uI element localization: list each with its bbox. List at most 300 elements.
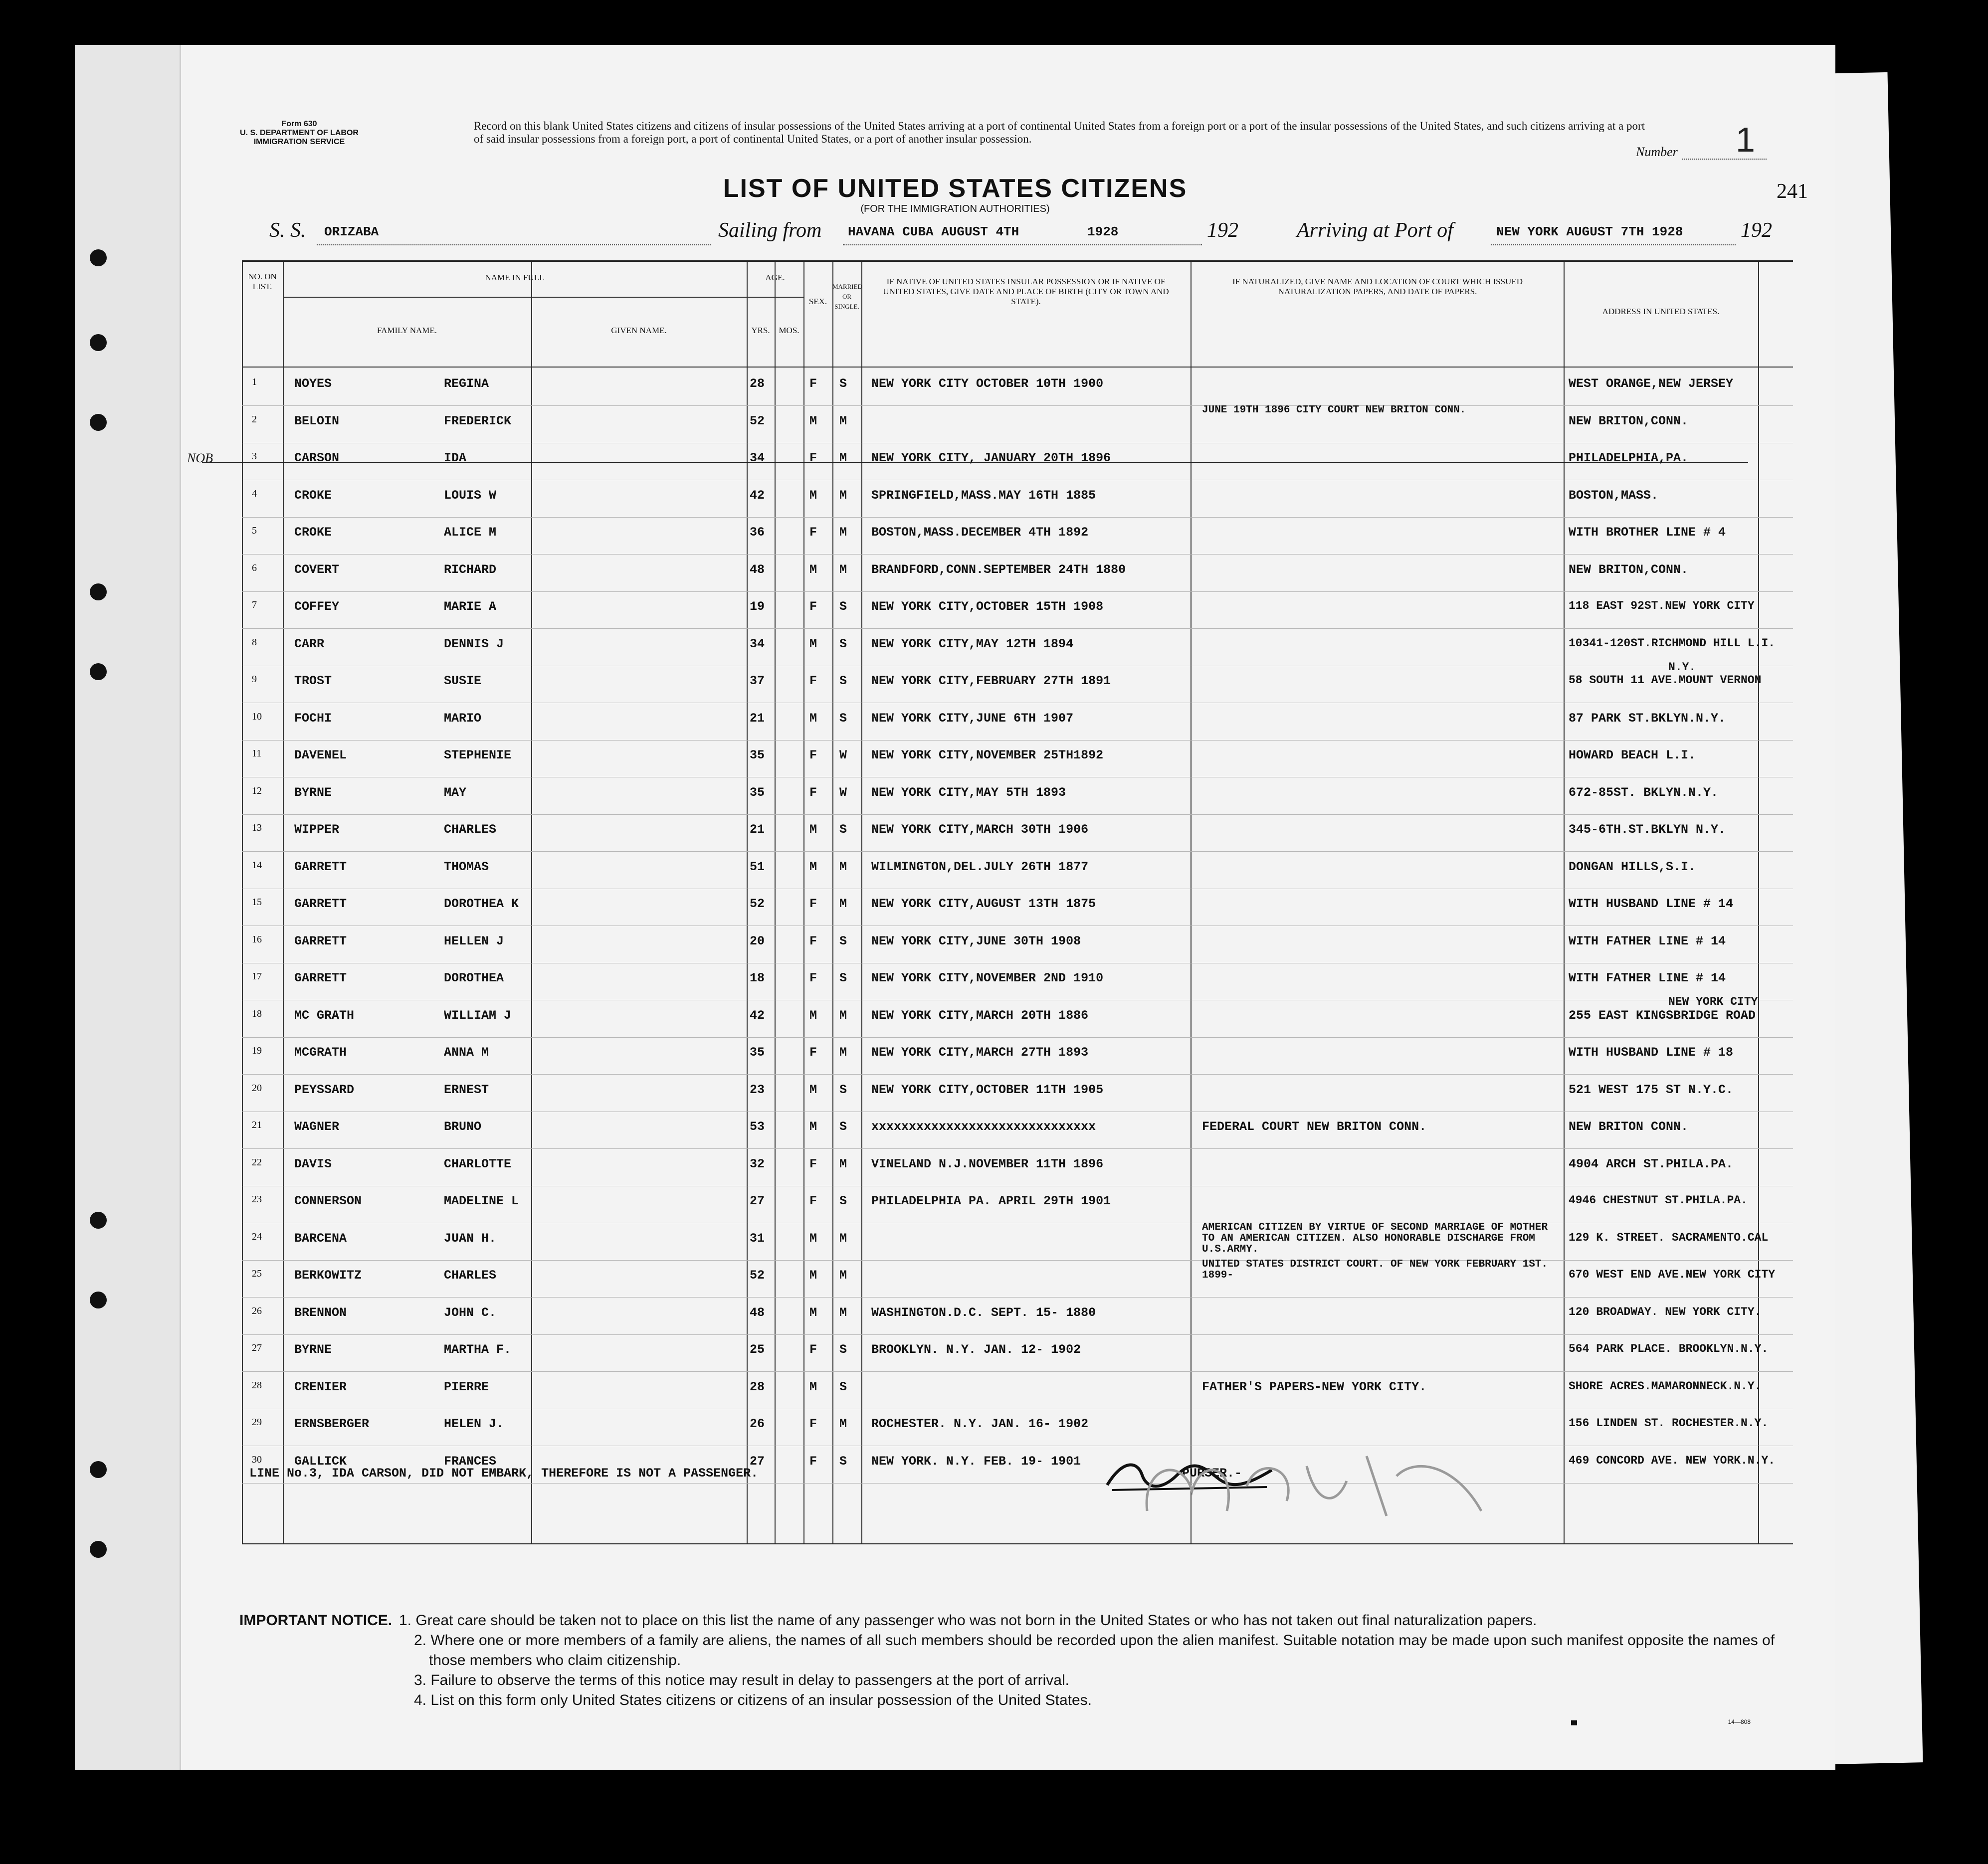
- punch-hole: [90, 583, 107, 600]
- cell-given: MARIO: [444, 711, 482, 726]
- cell-given: WILLIAM J: [444, 1008, 512, 1023]
- cell-sex: F: [809, 1045, 817, 1060]
- cell-family: BYRNE: [294, 1342, 332, 1357]
- cell-family: GALLICK: [294, 1454, 347, 1469]
- table-row: [242, 562, 1793, 599]
- cell-age: 27: [750, 1194, 765, 1208]
- cell-no: 6: [252, 562, 257, 573]
- cell-ms: M: [839, 451, 847, 465]
- cell-birth: NEW YORK CITY,MARCH 27TH 1893: [871, 1045, 1089, 1060]
- cell-ms: S: [839, 971, 847, 985]
- cell-no: 21: [252, 1119, 262, 1130]
- cell-given: ANNA M: [444, 1045, 489, 1060]
- cell-given: DOROTHEA K: [444, 897, 519, 911]
- cell-sex: F: [809, 1342, 817, 1357]
- table-row: [242, 1259, 1793, 1305]
- cell-sex: M: [809, 1268, 817, 1283]
- cell-given: FREDERICK: [444, 413, 512, 428]
- cell-age: 34: [750, 451, 765, 465]
- cell-ms: S: [839, 636, 847, 651]
- cell-sex: F: [809, 971, 817, 985]
- punch-hole: [90, 1292, 107, 1308]
- cell-ms: S: [839, 711, 847, 726]
- cell-birth: WASHINGTON.D.C. SEPT. 15- 1880: [871, 1305, 1096, 1320]
- cell-given: STEPHENIE: [444, 748, 512, 762]
- cell-no: 3: [252, 451, 257, 462]
- cell-family: COFFEY: [294, 599, 340, 614]
- cell-sex: M: [809, 562, 817, 577]
- table-row: [242, 1305, 1793, 1342]
- cell-given: JUAN H.: [444, 1231, 497, 1246]
- cell-birth: NEW YORK. N.Y. FEB. 19- 1901: [871, 1454, 1081, 1469]
- arriving-at: NEW YORK AUGUST 7TH 1928: [1496, 224, 1683, 239]
- form-number: Form 630: [281, 120, 317, 128]
- number-value: 1: [1736, 120, 1755, 159]
- cell-birth: NEW YORK CITY,OCTOBER 15TH 1908: [871, 599, 1104, 614]
- cell-birth: SPRINGFIELD,MASS.MAY 16TH 1885: [871, 488, 1096, 503]
- cell-family: CROKE: [294, 488, 332, 503]
- cell-age: 35: [750, 748, 765, 762]
- cell-address: WITH HUSBAND LINE # 14: [1569, 897, 1734, 911]
- cell-sex: F: [809, 451, 817, 465]
- punch-hole: [90, 1461, 107, 1478]
- cell-ms: S: [839, 822, 847, 837]
- cell-no: 22: [252, 1156, 262, 1168]
- cell-no: 9: [252, 674, 257, 685]
- cell-family: COVERT: [294, 562, 340, 577]
- cell-address: NEW BRITON,CONN.: [1569, 562, 1689, 577]
- cell-no: 18: [252, 1008, 262, 1019]
- cell-address: WITH FATHER LINE # 14: [1569, 971, 1726, 985]
- sailing-year: 1928: [1087, 224, 1119, 239]
- cell-address: 87 PARK ST.BKLYN.N.Y.: [1569, 711, 1726, 726]
- cell-birth: BRANDFORD,CONN.SEPTEMBER 24TH 1880: [871, 562, 1126, 577]
- table-row: [242, 1119, 1793, 1156]
- table-row: [242, 1380, 1793, 1417]
- cell-address: 129 K. STREET. SACRAMENTO.CAL: [1569, 1231, 1769, 1244]
- table-row: [242, 748, 1793, 785]
- cell-ms: M: [839, 488, 847, 503]
- cell-sex: M: [809, 1119, 817, 1134]
- table-row: [242, 1342, 1793, 1379]
- strike-through-line: [202, 462, 1748, 463]
- cell-given: CHARLOTTE: [444, 1156, 512, 1171]
- table-row: [242, 661, 1793, 711]
- cell-sex: F: [809, 897, 817, 911]
- cell-birth: NEW YORK CITY,MAY 5TH 1893: [871, 785, 1066, 800]
- cell-nat: JUNE 19TH 1896 CITY COURT NEW BRITON CONN.: [1202, 404, 1466, 416]
- cell-address: NEW BRITON CONN.: [1569, 1119, 1689, 1134]
- year-prefix-2: 192: [1741, 219, 1772, 242]
- cell-address: 4946 CHESTNUT ST.PHILA.PA.: [1569, 1194, 1748, 1207]
- cell-sex: F: [809, 376, 817, 391]
- page-number: 241: [1777, 180, 1808, 203]
- notice-item-1: 1. Great care should be taken not to place on this list the name of any passenger who was not born in the United States or who has not taken out final naturalization papers.: [399, 1612, 1537, 1629]
- cell-given: MARTHA F.: [444, 1342, 512, 1357]
- manifest-page: [75, 45, 1835, 1770]
- col-naturalized: IF NATURALIZED, GIVE NAME AND LOCATION OF COURT WHICH ISSUED NATURALIZATION PAPERS, AND DATE OF PAPERS.: [1232, 277, 1523, 296]
- cell-address: WITH FATHER LINE # 14: [1569, 933, 1726, 948]
- cell-address: 10341-120ST.RICHMOND HILL L.I.: [1569, 636, 1776, 650]
- service: IMMIGRATION SERVICE: [253, 138, 345, 146]
- cell-ms: M: [839, 1417, 847, 1431]
- cell-family: PEYSSARD: [294, 1082, 355, 1097]
- cell-address: HOWARD BEACH L.I.: [1569, 748, 1696, 762]
- cell-age: 35: [750, 1045, 765, 1060]
- cell-sex: M: [809, 859, 817, 874]
- cell-age: 28: [750, 1379, 765, 1394]
- cell-birth: NEW YORK CITY,AUGUST 13TH 1875: [871, 897, 1096, 911]
- cell-birth: xxxxxxxxxxxxxxxxxxxxxxxxxxxxxx: [871, 1119, 1096, 1134]
- binding-margin: [75, 45, 181, 1770]
- cell-family: GARRETT: [294, 859, 347, 874]
- cell-family: ERNSBERGER: [294, 1417, 370, 1431]
- ship-name: ORIZABA: [324, 224, 379, 239]
- cell-sex: M: [809, 413, 817, 428]
- cell-ms: M: [839, 525, 847, 540]
- cell-sex: F: [809, 1454, 817, 1469]
- cell-address: NEW BRITON,CONN.: [1569, 413, 1689, 428]
- notice-item-3: 3. Failure to observe the terms of this notice may result in delay to passengers at the port of arrival.: [414, 1672, 1069, 1688]
- table-row: [242, 995, 1793, 1045]
- cell-ms: S: [839, 674, 847, 688]
- cell-sex: M: [809, 1008, 817, 1023]
- cell-nat: FATHER'S PAPERS-NEW YORK CITY.: [1202, 1379, 1427, 1394]
- cell-family: TROST: [294, 674, 332, 688]
- cell-sex: F: [809, 748, 817, 762]
- cell-family: GARRETT: [294, 897, 347, 911]
- table-row: [242, 1083, 1793, 1119]
- cell-given: THOMAS: [444, 859, 489, 874]
- cell-sex: F: [809, 785, 817, 800]
- cell-sex: M: [809, 1305, 817, 1320]
- cell-address: DONGAN HILLS,S.I.: [1569, 859, 1696, 874]
- col-address: ADDRESS IN UNITED STATES.: [1602, 307, 1720, 316]
- cell-ms: S: [839, 1119, 847, 1134]
- col-name-in-full: NAME IN FULL: [485, 273, 545, 282]
- cell-age: 31: [750, 1231, 765, 1246]
- cell-birth: NEW YORK CITY,MARCH 30TH 1906: [871, 822, 1089, 837]
- cell-ms: M: [839, 859, 847, 874]
- cell-no: 10: [252, 711, 262, 722]
- table-row: [242, 637, 1793, 674]
- notice-item-4: 4. List on this form only United States citizens or citizens of an insular possession of the United States.: [414, 1692, 1092, 1708]
- cell-given: PIERRE: [444, 1379, 489, 1394]
- cell-sex: M: [809, 1379, 817, 1394]
- cell-ms: M: [839, 1231, 847, 1246]
- cell-address: WITH HUSBAND LINE # 18: [1569, 1045, 1734, 1060]
- cell-ms: M: [839, 413, 847, 428]
- cell-family: DAVENEL: [294, 748, 347, 762]
- cell-address-top: N.Y.: [1668, 661, 1696, 674]
- cell-no: 25: [252, 1268, 262, 1279]
- cell-family: DAVIS: [294, 1156, 332, 1171]
- cell-nat: AMERICAN CITIZEN BY VIRTUE OF SECOND MARRIAGE OF MOTHER TO AN AMERICAN CITIZEN. ALSO HONORABLE DISCHARGE FROM U.S.ARMY.: [1202, 1221, 1548, 1255]
- cell-birth: NEW YORK CITY,MARCH 20TH 1886: [871, 1008, 1089, 1023]
- form-header: [234, 120, 364, 147]
- col-given: GIVEN NAME.: [611, 326, 667, 335]
- cell-ms: S: [839, 376, 847, 391]
- cell-given: DENNIS J: [444, 636, 504, 651]
- cell-ms: M: [839, 1045, 847, 1060]
- punch-hole: [90, 1212, 107, 1229]
- cell-given: FRANCES: [444, 1454, 497, 1469]
- table-row: [242, 599, 1793, 636]
- cell-no: 17: [252, 971, 262, 982]
- sailing-label: Sailing from: [718, 219, 822, 242]
- passenger-table: [187, 260, 1793, 1544]
- cell-no: 29: [252, 1417, 262, 1428]
- cell-age: 52: [750, 1268, 765, 1283]
- cell-no: 28: [252, 1379, 262, 1391]
- table-row: [242, 1157, 1793, 1194]
- cell-age: 48: [750, 562, 765, 577]
- cell-ms: M: [839, 1305, 847, 1320]
- col-married: MARRIED OR SINGLE.: [832, 283, 862, 310]
- cell-address-top: NEW YORK CITY: [1668, 995, 1758, 1008]
- arriving-label: Arriving at Port of: [1297, 219, 1453, 242]
- cell-sex: F: [809, 933, 817, 948]
- cell-sex: F: [809, 525, 817, 540]
- table-row: [242, 1194, 1793, 1231]
- cell-no: 5: [252, 525, 257, 536]
- cell-age: 35: [750, 785, 765, 800]
- cell-age: 34: [750, 636, 765, 651]
- cell-no: 30: [252, 1454, 262, 1465]
- col-family: FAMILY NAME.: [377, 326, 437, 335]
- cell-age: 18: [750, 971, 765, 985]
- cell-birth: BOSTON,MASS.DECEMBER 4TH 1892: [871, 525, 1089, 540]
- cell-family: BARCENA: [294, 1231, 347, 1246]
- cell-address: PHILADELPHIA,PA.: [1569, 451, 1689, 465]
- cell-given: MAY: [444, 785, 467, 800]
- cell-family: WAGNER: [294, 1119, 340, 1134]
- table-row: [242, 1221, 1793, 1268]
- cell-age: 23: [750, 1082, 765, 1097]
- cell-ms: S: [839, 1194, 847, 1208]
- cell-no: 11: [252, 748, 262, 759]
- cell-age: 19: [750, 599, 765, 614]
- punch-hole: [90, 414, 107, 431]
- page-title: LIST OF UNITED STATES CITIZENS: [723, 174, 1188, 203]
- cell-sex: F: [809, 1194, 817, 1208]
- col-yrs: YRS.: [751, 326, 770, 335]
- cell-ms: S: [839, 1454, 847, 1469]
- cell-age: 48: [750, 1305, 765, 1320]
- punch-hole: [90, 249, 107, 266]
- cell-no: 20: [252, 1082, 262, 1094]
- cell-birth: NEW YORK CITY,JUNE 6TH 1907: [871, 711, 1074, 726]
- punch-hole: [90, 1541, 107, 1558]
- cell-family: FOCHI: [294, 711, 332, 726]
- margin-note: NOB: [187, 451, 213, 465]
- cell-age: 52: [750, 413, 765, 428]
- ss-label: S. S.: [269, 219, 306, 242]
- cell-family: BERKOWITZ: [294, 1268, 362, 1283]
- cell-ms: S: [839, 599, 847, 614]
- cell-given: CHARLES: [444, 1268, 497, 1283]
- punch-hole: [90, 663, 107, 680]
- cell-address: WITH BROTHER LINE # 4: [1569, 525, 1726, 540]
- cell-address: BOSTON,MASS.: [1569, 488, 1659, 503]
- cell-birth: NEW YORK CITY OCTOBER 10TH 1900: [871, 376, 1104, 391]
- purser-label: PURSER.-: [1182, 1466, 1242, 1481]
- cell-address: 521 WEST 175 ST N.Y.C.: [1569, 1082, 1734, 1097]
- cell-given: ERNEST: [444, 1082, 489, 1097]
- cell-no: 26: [252, 1305, 262, 1316]
- intro-text: Record on this blank United States citizens and citizens of insular possessions of the United States arriving at a port of continental United States from a foreign port or a port of the insular possessions of the United States, and such citizens arriving at a port of said insular possessions from a foreign port, a port of continental United States, or a port of another insular possession.: [474, 120, 1645, 145]
- table-row: [242, 860, 1793, 897]
- cell-birth: NEW YORK CITY,NOVEMBER 2ND 1910: [871, 971, 1104, 985]
- cell-family: WIPPER: [294, 822, 340, 837]
- table-row: [242, 525, 1793, 562]
- cell-birth: NEW YORK CITY,NOVEMBER 25TH1892: [871, 748, 1104, 762]
- cell-no: 7: [252, 599, 257, 610]
- page-subtitle: (FOR THE IMMIGRATION AUTHORITIES): [860, 203, 1050, 214]
- cell-family: GARRETT: [294, 971, 347, 985]
- ink-mark: [1571, 1720, 1577, 1725]
- cell-age: 26: [750, 1417, 765, 1431]
- col-no: NO. ON LIST.: [248, 272, 277, 291]
- cell-family: GARRETT: [294, 933, 347, 948]
- table-row: [187, 451, 1793, 488]
- cell-age: 51: [750, 859, 765, 874]
- cell-birth: BROOKLYN. N.Y. JAN. 12- 1902: [871, 1342, 1081, 1357]
- table-row: [242, 1045, 1793, 1082]
- cell-sex: F: [809, 1156, 817, 1171]
- cell-no: 15: [252, 897, 262, 908]
- number-label: Number: [1636, 145, 1678, 159]
- cell-address: 345-6TH.ST.BKLYN N.Y.: [1569, 822, 1726, 837]
- cell-age: 36: [750, 525, 765, 540]
- table-row: [242, 785, 1793, 822]
- cell-sex: F: [809, 599, 817, 614]
- cell-age: 42: [750, 488, 765, 503]
- cell-no: 14: [252, 859, 262, 871]
- form-code: 14—808: [1728, 1718, 1751, 1725]
- department: U. S. DEPARTMENT OF LABOR: [240, 129, 359, 137]
- cell-address: 670 WEST END AVE.NEW YORK CITY: [1569, 1268, 1776, 1281]
- cell-age: 53: [750, 1119, 765, 1134]
- cell-family: MCGRATH: [294, 1045, 347, 1060]
- cell-address: SHORE ACRES.MAMARONNECK.N.Y.: [1569, 1379, 1762, 1393]
- cell-sex: F: [809, 1417, 817, 1431]
- cell-ms: M: [839, 1008, 847, 1023]
- cell-no: 24: [252, 1231, 262, 1242]
- cell-family: CARSON: [294, 451, 340, 465]
- cell-given: LOUIS W: [444, 488, 497, 503]
- cell-address: 255 EAST KINGSBRIDGE ROAD: [1569, 1008, 1756, 1023]
- cell-age: 20: [750, 933, 765, 948]
- cell-given: ALICE M: [444, 525, 497, 540]
- cell-family: CONNERSON: [294, 1194, 362, 1208]
- voyage-line: [269, 218, 1772, 253]
- year-prefix: 192: [1207, 219, 1238, 242]
- notice-label: IMPORTANT NOTICE.: [239, 1612, 393, 1629]
- cell-birth: NEW YORK CITY, JANUARY 20TH 1896: [871, 451, 1111, 465]
- cell-given: RICHARD: [444, 562, 497, 577]
- cell-family: BRENNON: [294, 1305, 347, 1320]
- cell-age: 28: [750, 376, 765, 391]
- cell-ms: W: [839, 785, 847, 800]
- cell-no: 2: [252, 413, 257, 425]
- cell-family: BELOIN: [294, 413, 340, 428]
- col-birth: IF NATIVE OF UNITED STATES INSULAR POSSESSION OR IF NATIVE OF UNITED STATES, GIVE DATE AND PLACE OF BIRTH (CITY OR TOWN AND STATE).: [883, 277, 1169, 306]
- table-row: [242, 971, 1793, 1008]
- cell-birth: NEW YORK CITY,FEBRUARY 27TH 1891: [871, 674, 1111, 688]
- cell-address: 469 CONCORD AVE. NEW YORK.N.Y.: [1569, 1454, 1776, 1467]
- cell-given: CHARLES: [444, 822, 497, 837]
- cell-birth: WILMINGTON,DEL.JULY 26TH 1877: [871, 859, 1089, 874]
- cell-birth: NEW YORK CITY,OCTOBER 11TH 1905: [871, 1082, 1104, 1097]
- cell-address: 564 PARK PLACE. BROOKLYN.N.Y.: [1569, 1342, 1769, 1355]
- cell-given: BRUNO: [444, 1119, 482, 1134]
- cell-age: 21: [750, 711, 765, 726]
- sailing-from: HAVANA CUBA AUGUST 4TH: [848, 224, 1019, 239]
- cell-given: JOHN C.: [444, 1305, 497, 1320]
- cell-nat: FEDERAL COURT NEW BRITON CONN.: [1202, 1119, 1427, 1134]
- table-row: [242, 404, 1793, 451]
- cell-given: DOROTHEA: [444, 971, 504, 985]
- table-row: [242, 376, 1793, 413]
- cell-no: 16: [252, 933, 262, 945]
- cell-ms: S: [839, 1379, 847, 1394]
- cell-birth: NEW YORK CITY,JUNE 30TH 1908: [871, 933, 1081, 948]
- cell-address: 156 LINDEN ST. ROCHESTER.N.Y.: [1569, 1417, 1769, 1430]
- cell-age: 21: [750, 822, 765, 837]
- cell-no: 12: [252, 785, 262, 796]
- cell-no: 1: [252, 376, 257, 387]
- table-row: [242, 934, 1793, 971]
- cell-family: BYRNE: [294, 785, 332, 800]
- cell-age: 32: [750, 1156, 765, 1171]
- cell-address: WEST ORANGE,NEW JERSEY: [1569, 376, 1734, 391]
- cell-given: MARIE A: [444, 599, 497, 614]
- cell-ms: S: [839, 933, 847, 948]
- cell-ms: M: [839, 897, 847, 911]
- cell-ms: M: [839, 1156, 847, 1171]
- notice-item-2: 2. Where one or more members of a family are aliens, the names of all such members should be recorded upon the alien manifest. Suitable notation may be made upon such manifest opposite the names of those members who claim citizenship.: [414, 1632, 1775, 1669]
- footnote-text: LINE No.3, IDA CARSON, DID NOT EMBARK, THEREFORE IS NOT A PASSENGER.: [249, 1466, 759, 1481]
- cell-ms: S: [839, 1082, 847, 1097]
- cell-address: 120 BROADWAY. NEW YORK CITY.: [1569, 1305, 1762, 1318]
- cell-birth: PHILADELPHIA PA. APRIL 29TH 1901: [871, 1194, 1111, 1208]
- cell-given: SUSIE: [444, 674, 482, 688]
- cell-ms: M: [839, 1268, 847, 1283]
- cell-family: CRENIER: [294, 1379, 347, 1394]
- cell-birth: VINELAND N.J.NOVEMBER 11TH 1896: [871, 1156, 1104, 1171]
- cell-birth: NEW YORK CITY,MAY 12TH 1894: [871, 636, 1074, 651]
- cell-no: 13: [252, 822, 262, 833]
- table-row: [242, 1417, 1793, 1454]
- cell-address: 672-85ST. BKLYN.N.Y.: [1569, 785, 1719, 800]
- cell-ms: S: [839, 1342, 847, 1357]
- number-field: [1636, 120, 1767, 160]
- punch-hole: [90, 334, 107, 351]
- cell-no: 8: [252, 636, 257, 648]
- cell-no: 27: [252, 1342, 262, 1353]
- cell-sex: M: [809, 488, 817, 503]
- cell-age: 27: [750, 1454, 765, 1469]
- cell-family: CROKE: [294, 525, 332, 540]
- table-row: [242, 897, 1793, 933]
- cell-family: MC GRATH: [294, 1008, 355, 1023]
- cell-given: IDA: [444, 451, 467, 465]
- cell-given: REGINA: [444, 376, 489, 391]
- cell-age: 37: [750, 674, 765, 688]
- cell-address: 118 EAST 92ST.NEW YORK CITY: [1569, 599, 1755, 612]
- cell-sex: M: [809, 1231, 817, 1246]
